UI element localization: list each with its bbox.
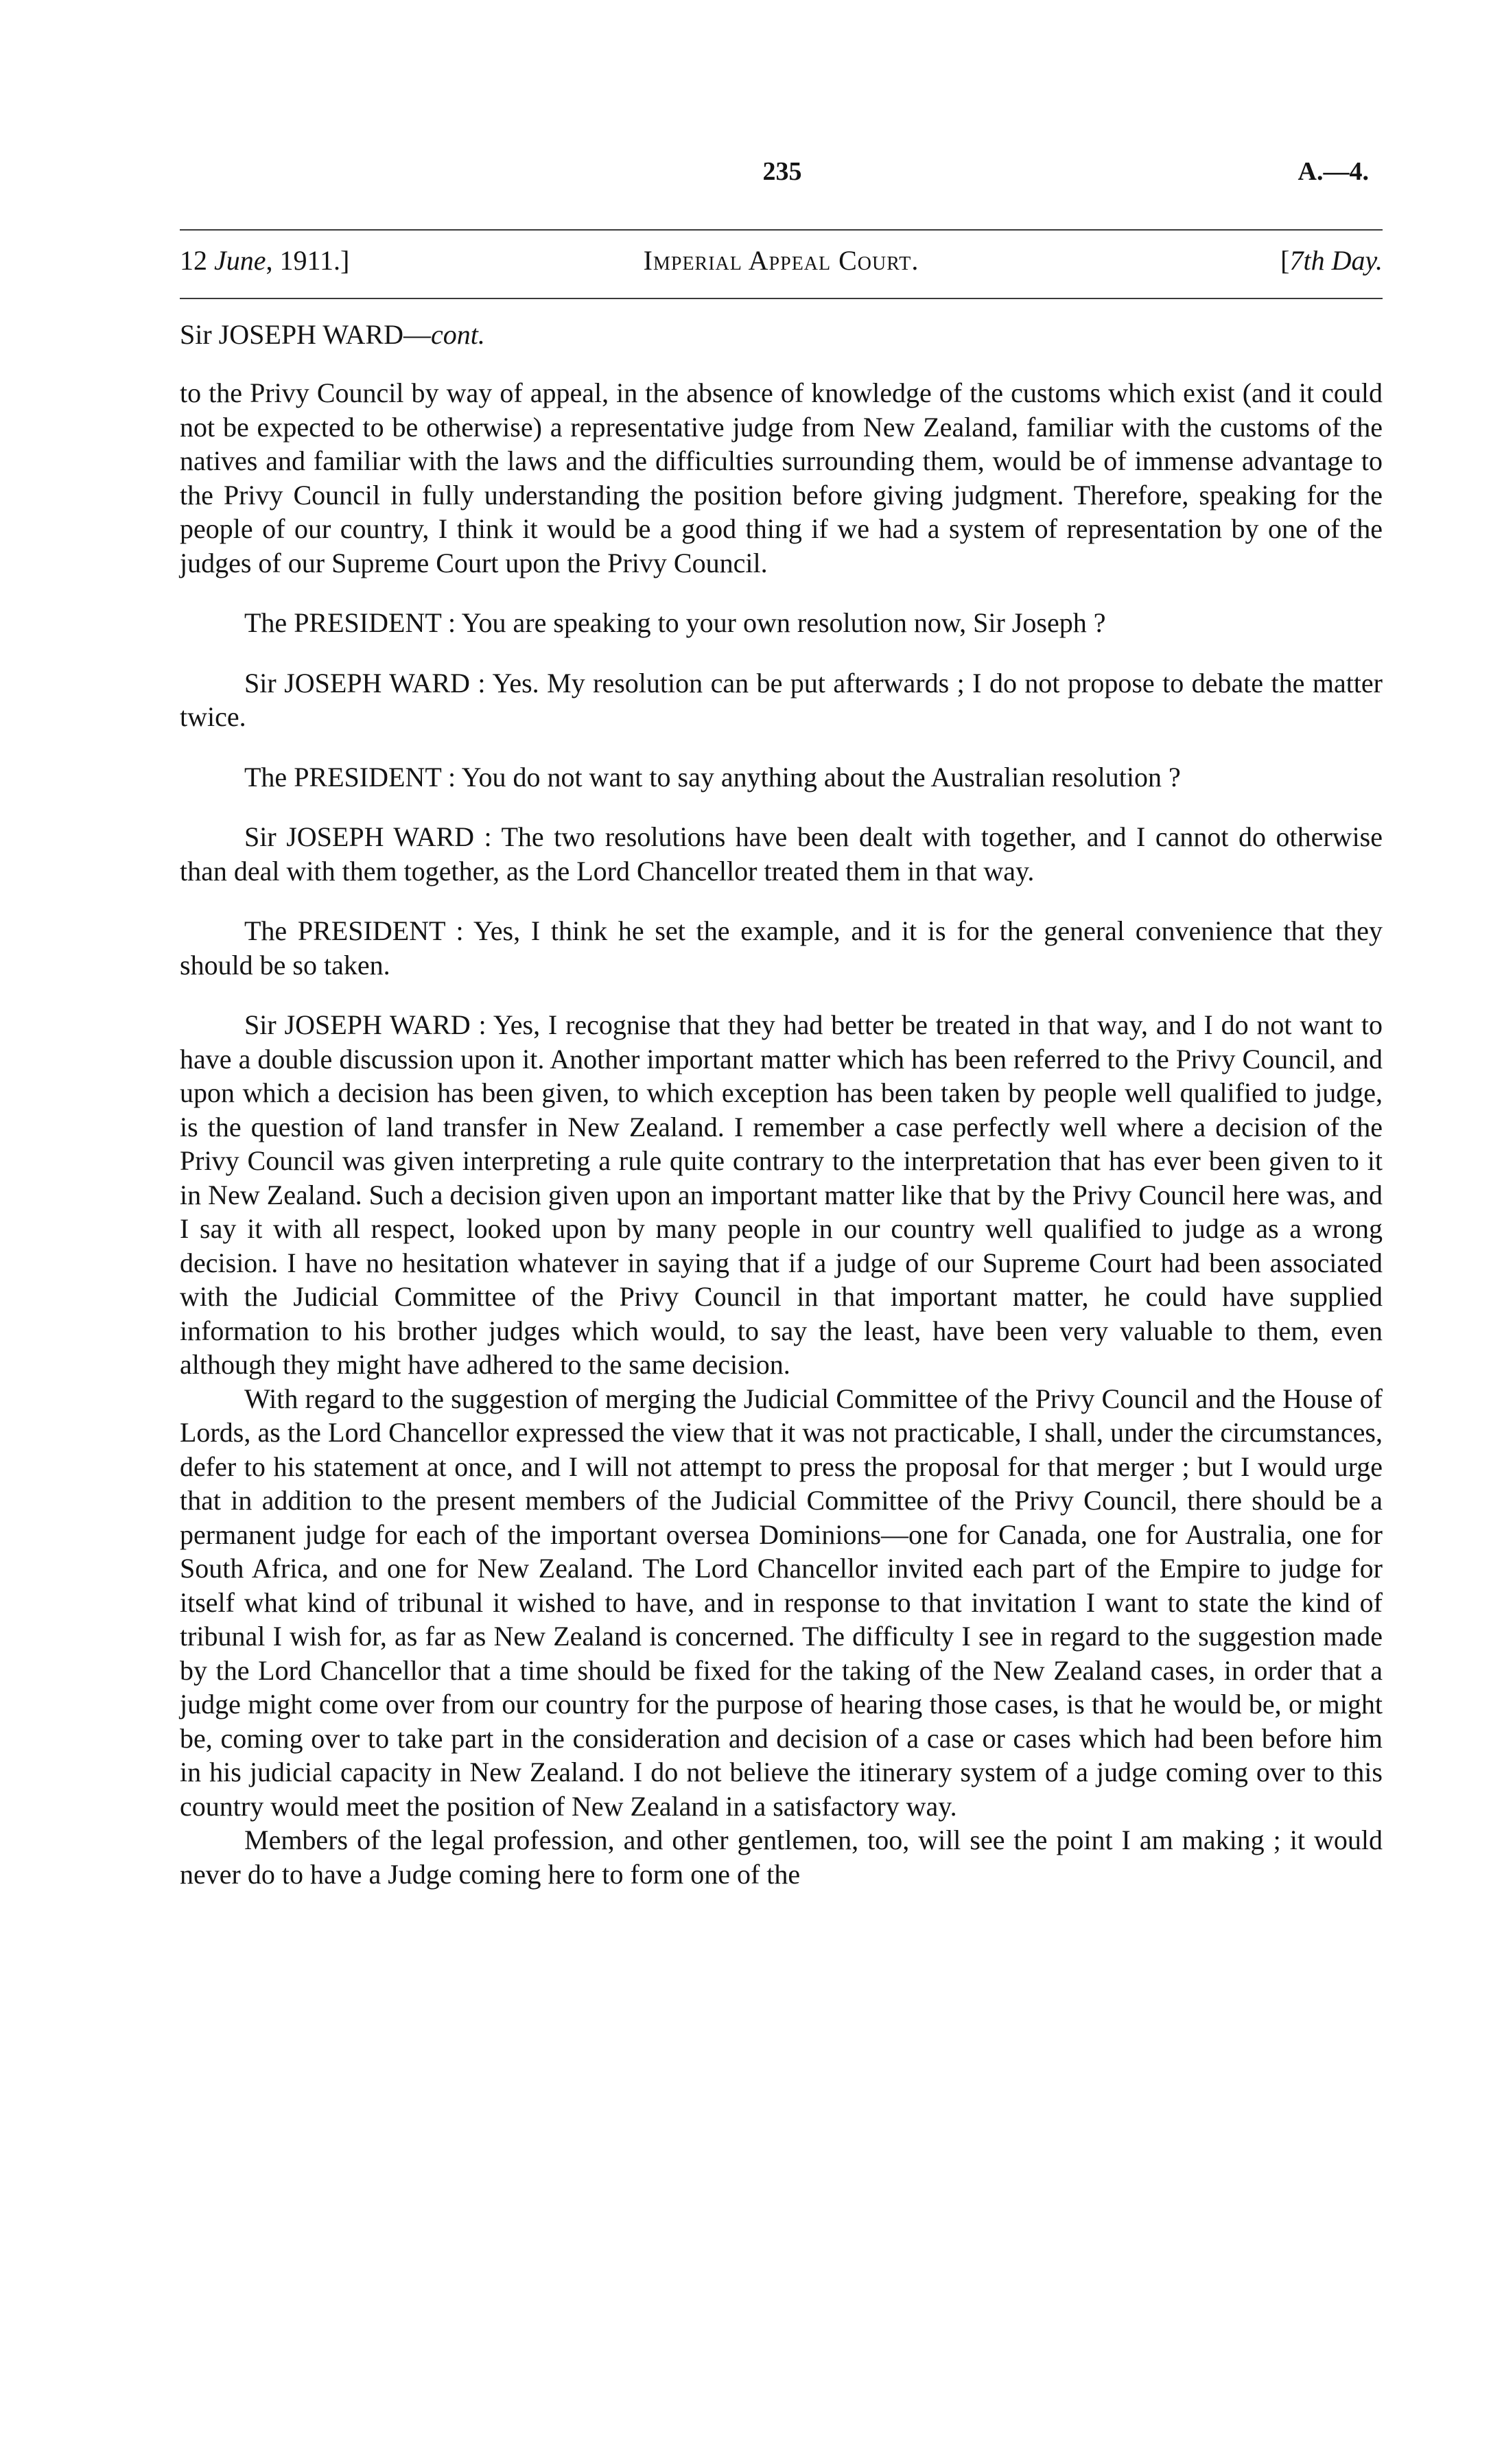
document-reference: A.—4.	[1298, 157, 1369, 186]
speaker-label: The PRESIDENT :	[244, 607, 462, 638]
speaker-label: The PRESIDENT :	[244, 915, 473, 946]
continued-speaker-heading: Sir JOSEPH WARD—cont.	[180, 319, 485, 350]
paragraph-speech: The PRESIDENT : You do not want to say anything about the Australian resolution ?	[244, 761, 1181, 793]
header-rule-top	[180, 229, 1383, 231]
body-text	[180, 376, 1383, 1891]
session-day: [7th Day.	[1280, 245, 1383, 276]
running-head	[180, 244, 1383, 283]
speaker-label: Sir JOSEPH WARD :	[244, 821, 502, 852]
paragraph-speech: The PRESIDENT : Yes, I think he set the example, and it is for the general convenience that they should be so taken.	[180, 915, 1383, 981]
speaker-label: The PRESIDENT :	[244, 761, 462, 793]
paragraph-speech: The PRESIDENT : You are speaking to your own resolution now, Sir Joseph ?	[244, 607, 1106, 638]
paragraph-continued: to the Privy Council by way of appeal, in the absence of knowledge of the customs which exist (and it could not be expected to be otherwise) a representative judge from New Zealand, familiar with the customs of the natives and familiar with the laws and the difficulties surrounding them, would be of immense advantage to the Privy Council in fully understanding the position before giving judgment. Therefore, speaking for the people of our country, I think it would be a good thing if we had a system of representation by one of the judges of our Supreme Court upon the Privy Council.	[180, 377, 1383, 578]
paragraph-speech-continued: Members of the legal profession, and other gentlemen, too, will see the point I am making ; it would never do to have a Judge coming here to form one of the	[180, 1824, 1383, 1890]
session-date: 12 June, 1911.]	[180, 245, 350, 276]
paragraph-speech: Sir JOSEPH WARD : Yes, I recognise that they had better be treated in that way, and I do not want to have a double discussion upon it. Another important matter which has been referred to the Privy Council, and upon which a decision has been given, to which exception has been taken by people well qualified to judge, is the question of land transfer in New Zealand. I remember a case perfectly well where a decision of the Privy Council was given interpreting a rule quite contrary to the interpretation that has ever been given to it in New Zealand. Such a decision given upon an important matter like that by the Privy Council here was, and I say it with all respect, looked upon by many people in our country well qualified to judge as a wrong decision. I have no hesitation whatever in saying that if a judge of our Supreme Court had been associated with the Judicial Committee of the Privy Council in that important matter, he could have supplied information to his brother judges which would, to say the least, have been very valuable to them, even although they might have adhered to the same decision.	[180, 1009, 1383, 1380]
running-title: Imperial Appeal Court.	[643, 245, 919, 276]
page-number: 235	[762, 157, 802, 186]
speaker-label: Sir JOSEPH WARD :	[244, 1009, 493, 1040]
header-rule-bottom	[180, 298, 1383, 299]
paragraph-speech: Sir JOSEPH WARD : The two resolutions have been dealt with together, and I cannot do otherwise than deal with them together, as the Lord Chancellor treated them in that way.	[180, 821, 1383, 887]
paragraph-speech: Sir JOSEPH WARD : Yes. My resolution can be put afterwards ; I do not propose to debate the matter twice.	[180, 667, 1383, 732]
speaker-label: Sir JOSEPH WARD :	[244, 667, 493, 699]
paragraph-speech-continued: With regard to the suggestion of merging the Judicial Committee of the Privy Council and the House of Lords, as the Lord Chancellor expressed the view that it was not practicable, I shall, under the circumstances, defer to his statement at once, and I will not attempt to press the proposal for that merger ; but I would urge that in addition to the present members of the Judicial Committee of the Privy Council, there should be a permanent judge for each of the important oversea Dominions—one for Canada, one for Australia, one for South Africa, and one for New Zealand. The Lord Chancellor invited each part of the Empire to judge for itself what kind of tribunal it wished to have, and in response to that invitation I want to state the kind of tribunal I wish for, as far as New Zealand is concerned. The difficulty I see in regard to the suggestion made by the Lord Chancellor that a time should be fixed for the taking of the New Zealand cases, in order that a judge might come over from our country for the purpose of hearing those cases, is that he would be, or might be, coming over to take part in the consideration and decision of a case or cases which had been before him in his judicial capacity in New Zealand. I do not believe the itinerary system of a judge coming over to this country would meet the position of New Zealand in a satisfactory way.	[180, 1383, 1383, 1822]
